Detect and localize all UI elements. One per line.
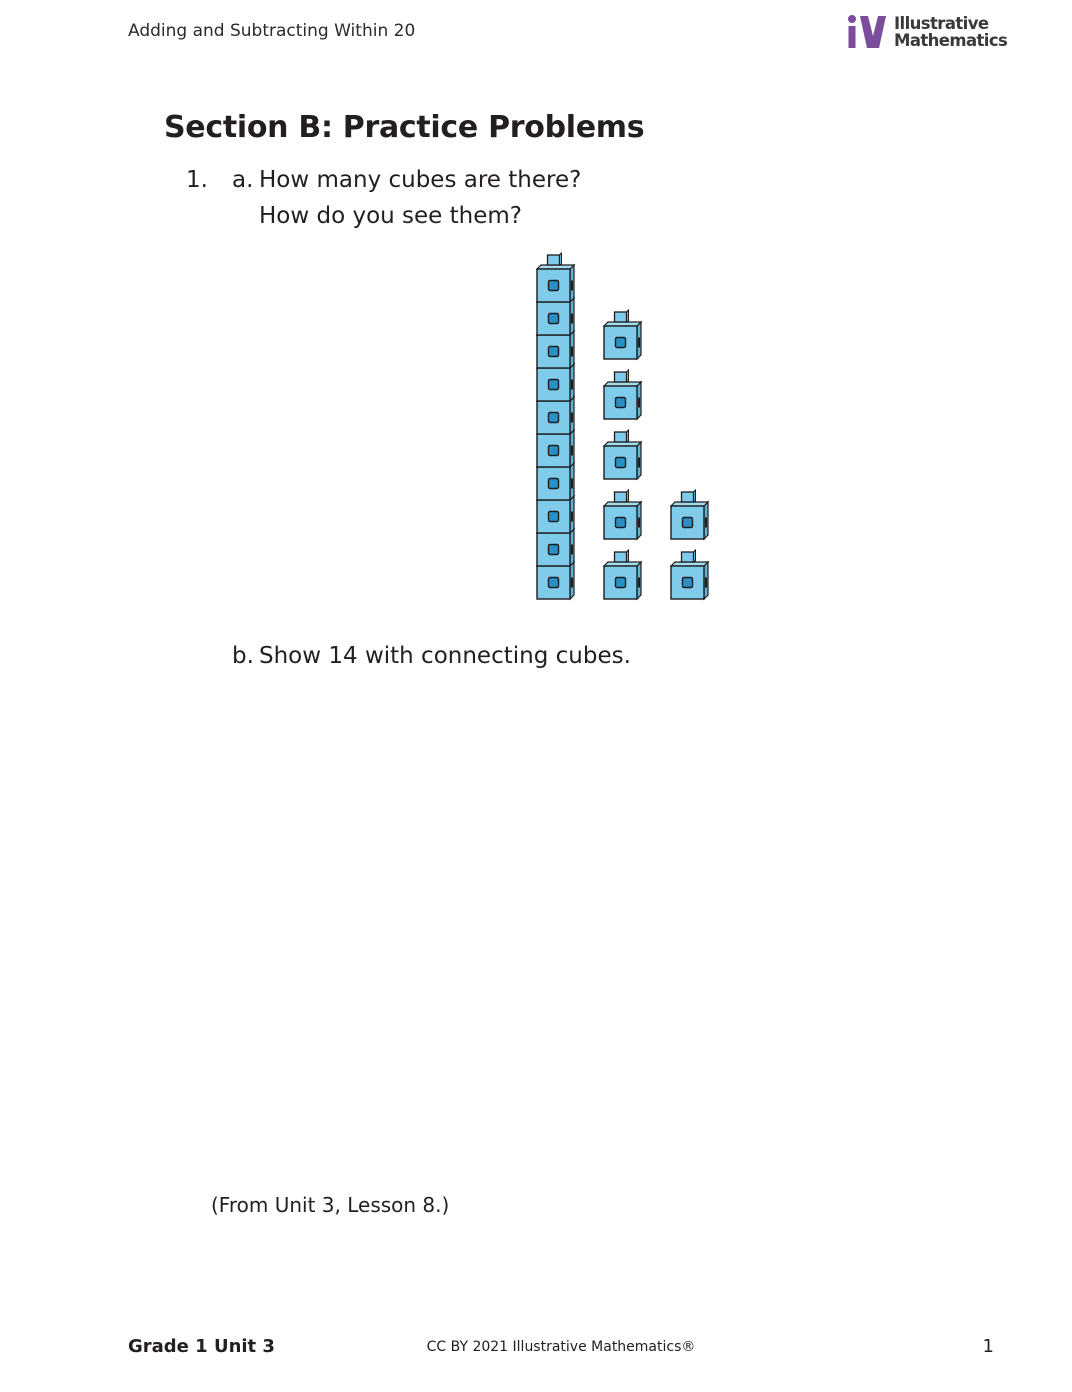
single-cube <box>604 490 641 539</box>
single-cube <box>604 550 641 599</box>
tower-cube <box>537 463 574 500</box>
part-b-label: b. <box>232 643 254 669</box>
tower-cube <box>537 496 574 533</box>
single-cube <box>604 370 641 419</box>
illustrative-mathematics-logo <box>846 14 1006 54</box>
single-cube <box>671 490 708 539</box>
part-b-question: Show 14 with connecting cubes. <box>259 643 631 669</box>
footer-grade-unit: Grade 1 Unit 3 <box>128 1336 275 1357</box>
tower-cube <box>537 364 574 401</box>
page-number: 1 <box>982 1336 994 1357</box>
part-a-label: a. <box>232 167 254 193</box>
im-logo-icon <box>846 14 892 54</box>
tower-cube <box>537 529 574 566</box>
tower-cube <box>537 331 574 368</box>
tower-cube <box>537 397 574 434</box>
part-a-question-2: How do you see them? <box>259 203 522 229</box>
problem-number: 1. <box>186 167 208 193</box>
tower-cube <box>537 298 574 335</box>
logo-name-line1: Illustrative <box>894 14 989 33</box>
single-cube <box>604 430 641 479</box>
section-title: Section B: Practice Problems <box>164 110 645 145</box>
tower-cube <box>537 253 574 302</box>
part-a-question-1: How many cubes are there? <box>259 167 582 193</box>
tower-cube <box>537 562 574 599</box>
source-footnote: (From Unit 3, Lesson 8.) <box>211 1193 450 1217</box>
running-header: Adding and Subtracting Within 20 <box>128 21 416 41</box>
single-cube <box>671 550 708 599</box>
logo-wordmark <box>894 15 1007 49</box>
logo-name-line2: Mathematics <box>894 31 1008 50</box>
footer-license: CC BY 2021 Illustrative Mathematics® <box>426 1339 696 1355</box>
tower-cube <box>537 430 574 467</box>
connecting-cubes-figure <box>530 246 720 606</box>
single-cube <box>604 310 641 359</box>
